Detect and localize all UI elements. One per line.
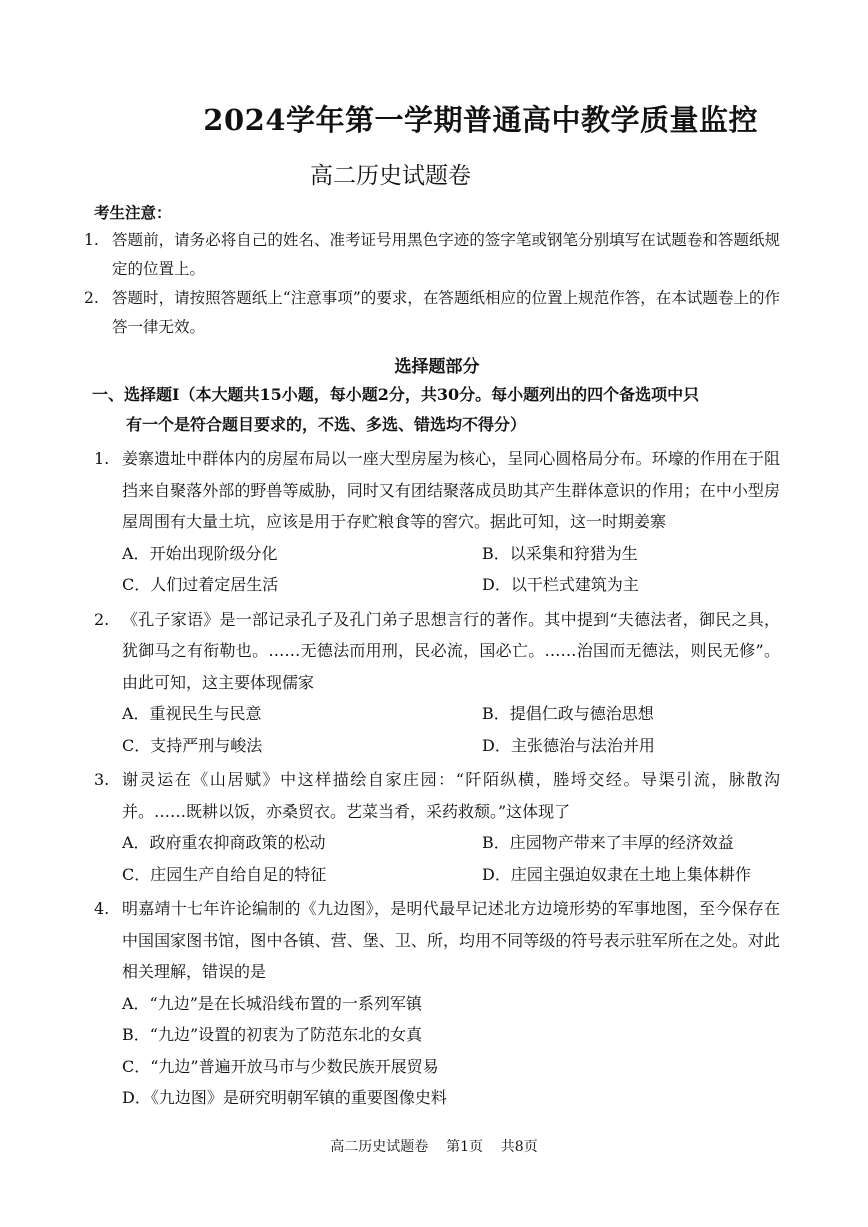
- question-stem: 姜寨遗址中群体内的房屋布局以一座大型房屋为核心，呈同心圆格局分布。环壕的作用在于阻挡来自聚落外部的野兽等威胁，同时又有团结聚落成员助其产生群体意识的作用；在中小型房屋周围有大量土坑，应该是用于存贮粮食等的窖穴。据此可知，这一时期姜寨: [122, 449, 780, 531]
- part-heading: [92, 380, 780, 440]
- question-stem: 明嘉靖十七年许论编制的《九边图》，是明代最早记述北方边境形势的军事地图，至今保存在中国国家图书馆，图中各镇、营、堡、卫、所，均用不同等级的符号表示驻军所在之处。对此相关理解，错误的是: [122, 899, 780, 981]
- option-a: A．开始出现阶级分化: [122, 543, 278, 563]
- part-heading-line1: 一、选择题Ⅰ（本大题共15小题，每小题2分，共30分。每小题列出的四个备选项中只: [92, 385, 700, 404]
- options: [94, 988, 780, 1114]
- options: [94, 538, 780, 601]
- option-c: C．人们过着定居生活: [122, 575, 279, 594]
- notice-text: 答题时，请按照答题纸上“注意事项”的要求，在答题纸相应的位置上规范作答，在本试题卷上的作答一律无效。: [112, 289, 780, 336]
- options: [94, 698, 780, 761]
- question-number: 3.: [94, 770, 110, 789]
- option-c: C．“九边”普遍开放马市与少数民族开展贸易: [122, 1056, 439, 1076]
- question: [94, 893, 780, 988]
- option-c: C．庄园生产自给自足的特征: [122, 864, 327, 884]
- section-heading: 选择题部分: [394, 357, 480, 377]
- question-stem: 《孔子家语》是一部记录孔子及孔门弟子思想言行的著作。其中提到“夫德法者，御民之具，犹御马之有衔勒也。……无德法而用刑，民必流，国必亡。……治国而无德法，则民无修”。由此可知，这主要体现儒家: [122, 609, 780, 692]
- question-number: 4.: [94, 899, 110, 918]
- question: [94, 764, 780, 827]
- question-number: 1.: [94, 449, 110, 468]
- page-content: [84, 200, 780, 1114]
- option-b: B．“九边”设置的初衷为了防范东北的女真: [122, 1025, 423, 1044]
- options: [94, 827, 780, 890]
- option-c: C．支持严刑与峻法: [122, 735, 263, 755]
- part-heading-line2: 有一个是符合题目要求的，不选、多选、错选均不得分）: [126, 415, 527, 434]
- option-d: D．以干栏式建筑为主: [482, 575, 639, 594]
- exam-subtitle: 高二历史试题卷: [310, 163, 471, 189]
- question: [94, 443, 780, 538]
- question-number: 2.: [94, 609, 110, 629]
- notice-item: [84, 226, 780, 284]
- option-a: A．“九边”是在长城沿线布置的一系列军镇: [122, 993, 422, 1013]
- notice-item: [84, 284, 780, 342]
- page-footer: 高二历史试题卷 第1页 共8页: [330, 1139, 538, 1155]
- notice-number: 1.: [84, 231, 99, 249]
- option-b: B．庄园物产带来了丰厚的经济效益: [482, 833, 734, 852]
- option-a: A．政府重农抑商政策的松动: [122, 833, 326, 852]
- notice-number: 2.: [84, 289, 99, 307]
- question: [94, 604, 780, 699]
- option-b: B．以采集和狩猎为生: [482, 543, 638, 563]
- notice-text: 答题前，请务必将自己的姓名、准考证号用黑色字迹的签字笔或钢笔分别填写在试题卷和答题纸规定的位置上。: [112, 231, 780, 278]
- notice-heading: 考生注意：: [94, 203, 172, 222]
- option-a: A．重视民生与民意: [122, 704, 262, 723]
- question-stem: 谢灵运在《山居赋》中这样描绘自家庄园：“阡陌纵横，塍埒交经。导渠引流，脉散沟并。……既耕以饭，亦桑贸衣。艺菜当肴，采药救颓。”这体现了: [122, 770, 780, 821]
- option-d: D．庄园主强迫奴隶在土地上集体耕作: [482, 864, 751, 884]
- option-d: D．主张德治与法治并用: [482, 735, 655, 755]
- option-d: D．《九边图》是研究明朝军镇的重要图像史料: [122, 1088, 447, 1107]
- option-b: B．提倡仁政与德治思想: [482, 704, 654, 723]
- exam-title: 2024学年第一学期普通高中教学质量监控: [203, 103, 758, 137]
